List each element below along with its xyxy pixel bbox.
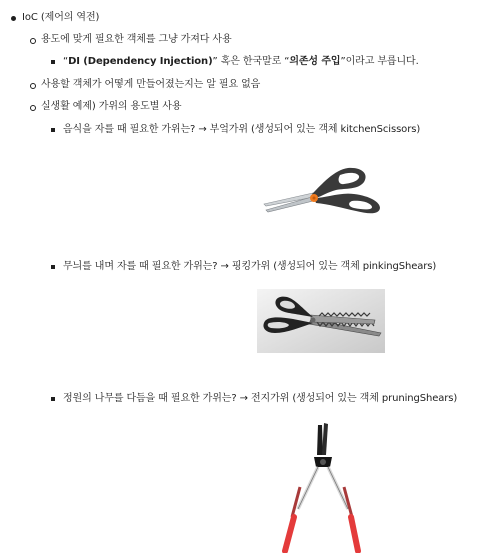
use-as-needed-text: 용도에 맞게 필요한 객체를 그냥 가져다 사용 [41,34,232,45]
kitchen-scissors-image [256,158,386,222]
di-term: DI (Dependency Injection) [68,56,213,67]
di-definition-item [63,55,419,69]
pinking-shears-illustration [257,289,385,353]
level3-bullet [51,397,55,401]
di-middle-text: ” 혹은 한국말로 “ [212,56,290,67]
real-life-example-item [41,100,181,114]
no-need-to-know-item [41,78,260,92]
pinking-shears-item [63,260,436,274]
level3-bullet [51,265,55,269]
pruning-shears-text: 정원의 나무를 다듬을 때 필요한 가위는? → 전지가위 (생성되어 있는 객체 pruningShears) [63,393,458,404]
dependency-injection-korean: 의존성 주입 [289,56,341,67]
kitchen-scissors-item [63,123,420,137]
di-tail-text: ”이라고 부릅니다. [340,56,419,67]
level2-bullet [30,38,36,44]
level2-bullet [30,83,36,89]
kitchen-scissors-text: 음식을 자를 때 필요한 가위는? → 부엌가위 (생성되어 있는 객체 kitchenScissors) [63,124,421,135]
ioc-heading [22,11,99,25]
level1-bullet [11,16,16,21]
level2-bullet [30,105,36,111]
ioc-heading-text: IoC (제어의 역전) [22,12,100,23]
kitchen-scissors-illustration [256,158,386,222]
pruning-shears-item [63,392,457,406]
level3-bullet [51,128,55,132]
no-need-to-know-text: 사용할 객체가 어떻게 만들어졌는지는 알 필요 없음 [41,79,261,90]
pinking-shears-text: 무늬를 내며 자를 때 필요한 가위는? → 핑킹가위 (생성되어 있는 객체 pinkingShears) [63,261,437,272]
pruning-shears-image [256,421,386,553]
pinking-shears-image [257,289,385,353]
real-life-example-text: 실생활 예제) 가위의 용도별 사용 [41,101,182,112]
pruning-shears-illustration [256,421,386,553]
use-as-needed-item [41,33,232,47]
open-quote: “ [63,56,69,67]
level3-bullet [51,60,55,64]
